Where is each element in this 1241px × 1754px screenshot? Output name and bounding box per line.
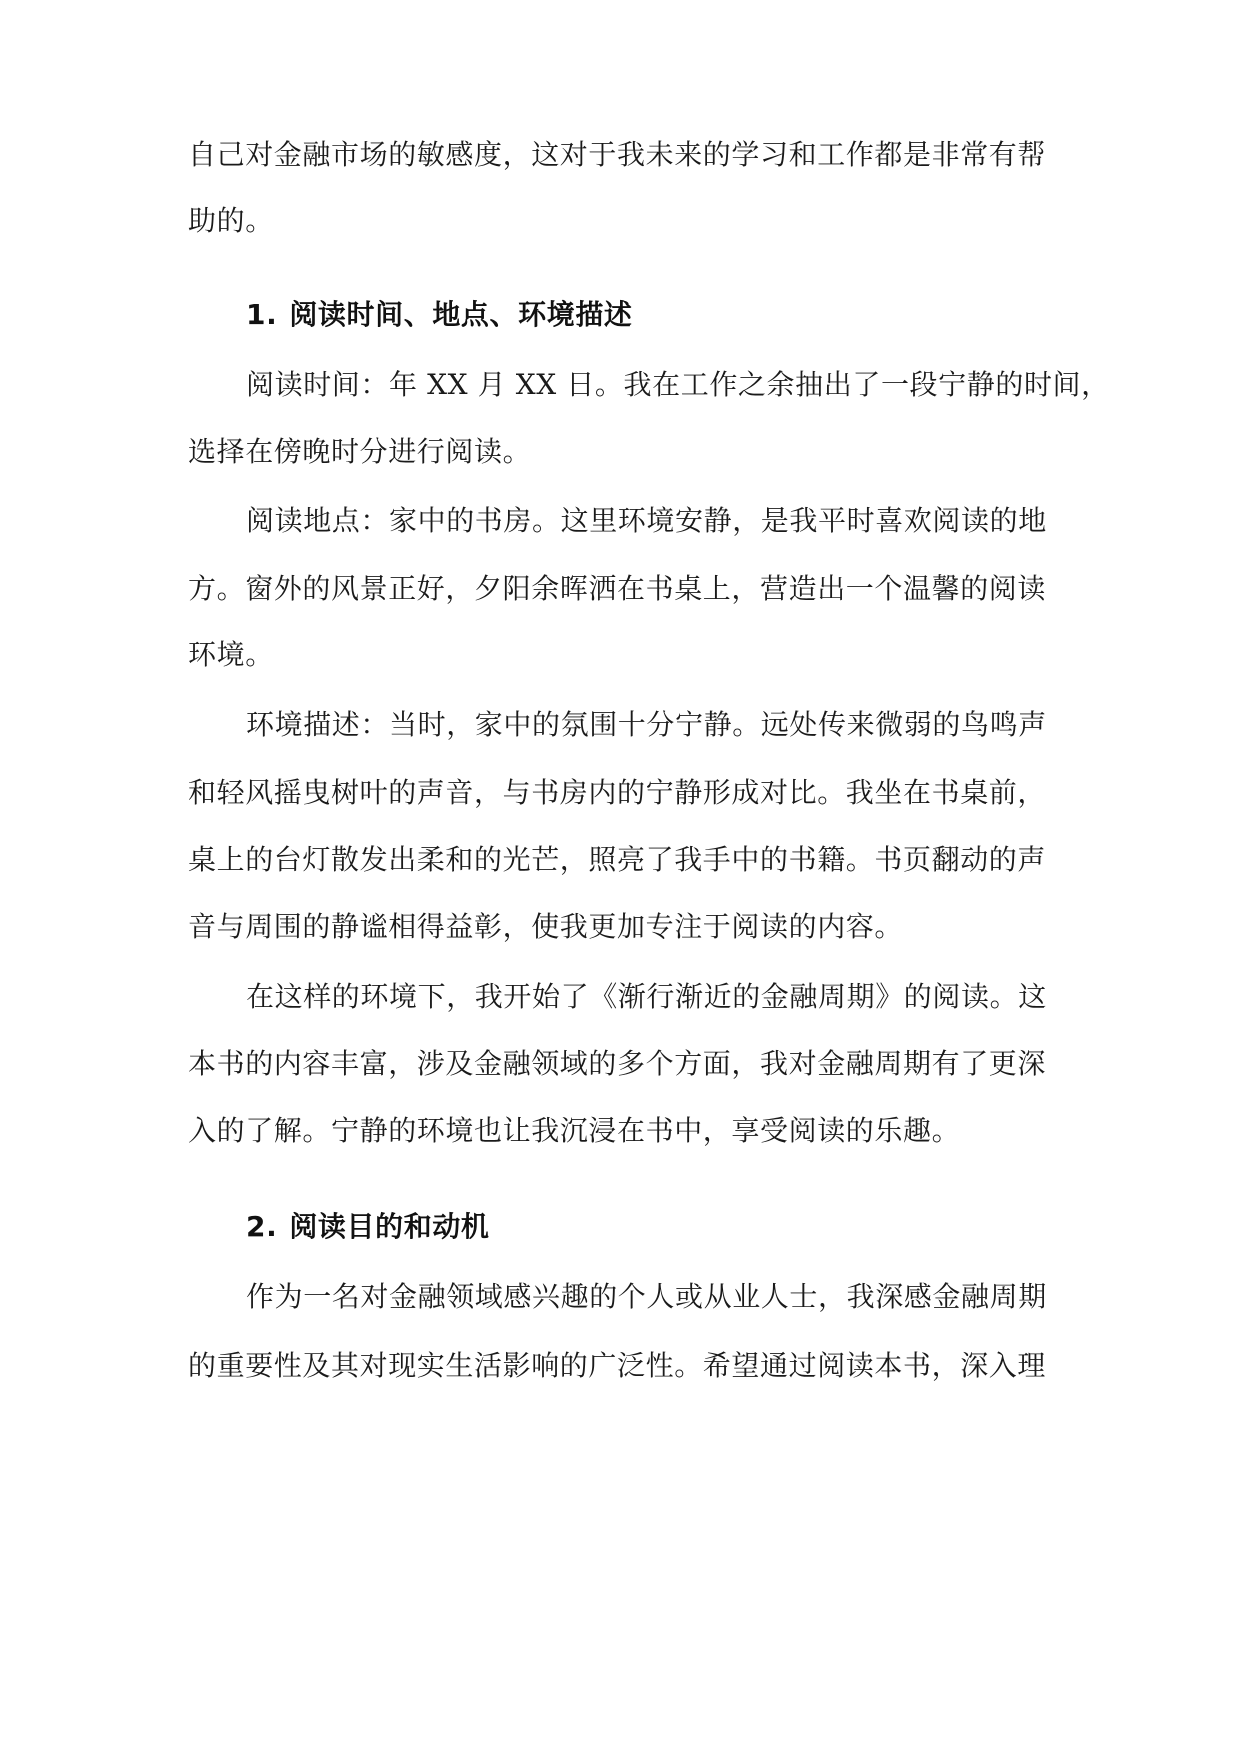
section-number: 2.	[246, 1210, 278, 1243]
paragraph-line: 阅读地点：家中的书房。这里环境安静，是我平时喜欢阅读的地	[246, 504, 1047, 537]
paragraph-line: 入的了解。宁静的环境也让我沉浸在书中，享受阅读的乐趣。	[188, 1114, 961, 1147]
paragraph-line: 本书的内容丰富，涉及金融领域的多个方面，我对金融周期有了更深	[188, 1047, 1047, 1080]
paragraph-line: 选择在傍晚时分进行阅读。	[188, 435, 532, 468]
paragraph-line: 助的。	[188, 204, 274, 237]
paragraph-line: 方。窗外的风景正好，夕阳余晖洒在书桌上，营造出一个温馨的阅读	[188, 572, 1047, 605]
paragraph-line: 环境。	[188, 638, 274, 671]
paragraph-line: 作为一名对金融领域感兴趣的个人或从业人士，我深感金融周期	[246, 1280, 1047, 1313]
paragraph-line: 在这样的环境下，我开始了《渐行渐近的金融周期》的阅读。这	[246, 980, 1047, 1013]
paragraph-line: 音与周围的静谧相得益彰，使我更加专注于阅读的内容。	[188, 910, 904, 943]
paragraph-line: 环境描述：当时，家中的氛围十分宁静。远处传来微弱的鸟鸣声	[246, 708, 1047, 741]
paragraph-line: 自己对金融市场的敏感度，这对于我未来的学习和工作都是非常有帮	[188, 138, 1047, 171]
section-number: 1.	[246, 298, 278, 331]
paragraph-line: 阅读时间：年 XX 月 XX 日。我在工作之余抽出了一段宁静的时间，	[246, 368, 1110, 401]
paragraph-line: 桌上的台灯散发出柔和的光芒，照亮了我手中的书籍。书页翻动的声	[188, 843, 1047, 876]
section-heading-1	[246, 297, 633, 333]
paragraph-line: 的重要性及其对现实生活影响的广泛性。希望通过阅读本书，深入理	[188, 1349, 1047, 1382]
paragraph-line: 和轻风摇曳树叶的声音，与书房内的宁静形成对比。我坐在书桌前，	[188, 776, 1047, 809]
section-title: 阅读时间、地点、环境描述	[289, 298, 633, 331]
section-title: 阅读目的和动机	[289, 1210, 490, 1243]
section-heading-2	[246, 1209, 490, 1245]
